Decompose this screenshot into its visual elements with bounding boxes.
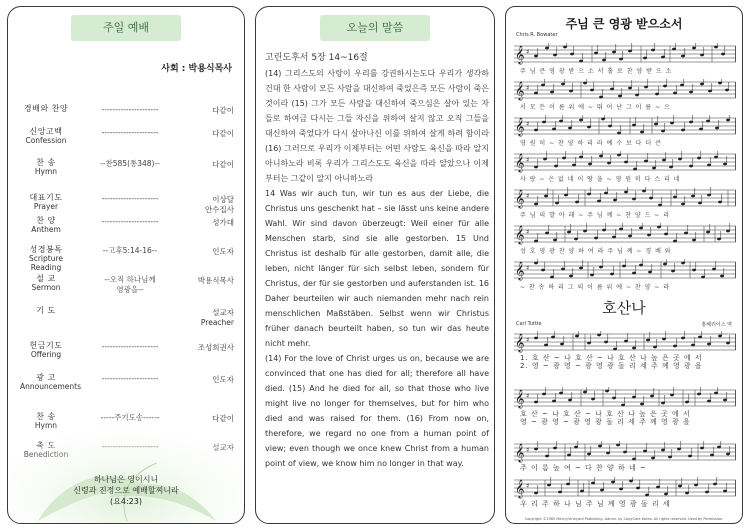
song1-lyric-line: 주 님 큰 영 광 받 으 소 서 홀 로 찬 양 받 으 소 (520, 68, 673, 75)
worship-item-korean: 찬 양 (36, 216, 56, 225)
music-staff (514, 223, 736, 245)
scripture-passage (265, 51, 489, 471)
worship-item-korean: 경배와 찬양 (23, 104, 69, 113)
worship-row (20, 126, 234, 154)
svg-text:♯: ♯ (526, 228, 530, 236)
worship-item-english: Sermon (31, 283, 61, 292)
song2-lyric-line: 2. 영 ~ 광 영 ~ 광 영 광 돌 리 세 주 께 영 광 을 (520, 362, 703, 370)
svg-text:♯: ♯ (526, 84, 530, 92)
scripture-english: (14) For the love of Christ urges us on, because we are convinced that one has died for all; therefore all have died. (15) And he died for all, so that those who live might live no longer for themselves, but for him who died and was raised for them. (16) From now on, therefore, we regard no one from a human point of view; even though we once knew Christ from a human point of view, we know him no longer in that way. (265, 354, 489, 468)
svg-text:𝄞: 𝄞 (515, 81, 525, 100)
svg-text:♯: ♯ (526, 156, 530, 164)
music-staff (514, 331, 736, 353)
worship-row (20, 273, 234, 301)
verse-line-1: 하나님은 영이시니 (93, 475, 159, 484)
svg-text:𝄞: 𝄞 (515, 333, 525, 352)
worship-item-leader: 인도자 (212, 375, 234, 384)
worship-item-leader: 박용식목사 (197, 276, 234, 285)
staff-block (514, 441, 736, 463)
worship-item-detail: --------------------- (101, 128, 159, 137)
song1-lyric-line: 사 랑 ~ 은 없 네 이 땅 을 ~ 영 원 히 다 스 리 네 (520, 176, 681, 183)
song1-lyric-line: 영 원 히 ~ 찬 양 하 리 라 예 수 보 다 더 큰 (520, 140, 662, 147)
song2-translator: 홍혜리이스 역 (701, 322, 732, 328)
worship-item-leader: 다같이 (212, 106, 234, 115)
worship-item-korean: 대표기도 (29, 193, 63, 202)
worship-item-korean: 설 교 (36, 274, 56, 283)
worship-item-detail: --------------------- (101, 105, 159, 114)
worship-item-english: Prayer (33, 202, 59, 211)
worship-item-detail: --오직 하나님께 영광을-- (104, 275, 156, 294)
presider-label: 사회 : 박용식목사 (161, 64, 232, 74)
sheet-music-panel (505, 6, 743, 524)
worship-item-leader: 인도자 (212, 247, 234, 256)
scripture-panel (255, 6, 495, 524)
song1-lyric-line: 서 모 든 이 름 위 에 ~ 뛰 어 난 그 이 름 ~ 으 (520, 104, 671, 111)
worship-item-leader: 설교자 Preacher (200, 308, 234, 327)
verse-reference: (요4:23) (110, 497, 142, 506)
worship-item-english: Announcements (20, 382, 81, 391)
worship-item-detail: --------------------- (101, 342, 159, 351)
copyright-notice: Copyright ©1985 Mercy/Vineyard Publishing. Admin. by CopyCare Korea. All rights reserved. Used by Permission. (524, 517, 724, 521)
music-staff (514, 387, 736, 409)
song1-lyric-line: 주 님 의 발 아 래 ~ 주 님 께 ~ 찬 양 드 ~ 리 (520, 212, 671, 219)
worship-item-detail: --------------------- (101, 374, 159, 383)
song2-lyric-line: 주 이 름 높 여 ~ 다 찬 양 하 네 ~ (520, 464, 647, 472)
music-staff (514, 259, 736, 281)
scripture-title-badge: 오늘의 말씀 (320, 15, 430, 41)
worship-item-detail: --------------------- (101, 194, 159, 203)
svg-text:𝄞: 𝄞 (515, 189, 525, 208)
song1-composer: Chris R. Bowater (516, 32, 558, 38)
verse-line-2: 신령과 진정으로 예배할찌니라 (73, 486, 179, 495)
worship-item-korean: 신앙고백 (29, 127, 63, 136)
worship-item-leader: 성가대 (212, 218, 234, 227)
worship-item-english: Scripture Reading (28, 254, 64, 272)
scripture-german: 14 Was wir auch tun, wir tun es aus der Liebe, die Christus uns geschenkt hat – sie lässt uns keine andere Wahl. Wir sind davon überzeugt: Weil einer für alle Menschen starb, sind sie alle gestorben. 15 Und Christus ist deshalb für alle gestorben, damit alle, die leben, nicht länger für sich selbst leben, sondern für Christus, der für sie gestorben und auferstanden ist. 16 Daher beurteilen wir auch niemanden mehr nach rein menschlichen Maßstäben. Selbst wenn wir Christus früher danach beurteilt haben, so tun wir das heute nicht mehr. (265, 189, 489, 348)
worship-item-korean: 찬 송 (36, 158, 56, 167)
music-staff (514, 79, 736, 101)
worship-item-korean: 광 고 (36, 373, 56, 382)
song1-lyric-line: 성 호 영 광 찬 양 하 여 라 주 님 께 ~ 경 배 와 (520, 248, 672, 255)
worship-item-leader: 조성희권사 (197, 343, 234, 352)
worship-item-detail: --고후5:14-16-- (102, 246, 158, 255)
svg-text:♯: ♯ (526, 482, 530, 490)
song1-title: 주님 큰 영광 받으소서 (565, 17, 683, 31)
worship-item-detail: --------------------- (101, 217, 159, 226)
staff-block (514, 259, 736, 281)
song2-composer: Carl Tuttle (516, 321, 542, 327)
svg-text:𝄞: 𝄞 (515, 389, 525, 408)
footer-verse (8, 474, 244, 507)
song2-lyric-line: 우 리 주 하 나 님 주 님 께 영 광 돌 리 세 (520, 500, 671, 508)
worship-item-leader: 다같이 (212, 129, 234, 138)
music-staff (514, 477, 736, 499)
song2-lyric-line: 호 산 ~ 나 호 산 ~ 나 호 산 나 높 은 곳 에 서 (520, 410, 691, 418)
music-staff (514, 441, 736, 463)
svg-text:♯: ♯ (526, 120, 530, 128)
song2-lyric-line: 1. 호 산 ~ 나 호 산 ~ 나 호 산 나 높 은 곳 에 서 (520, 354, 703, 362)
music-staff (514, 187, 736, 209)
staff-block (514, 187, 736, 209)
worship-order-panel (7, 6, 245, 524)
svg-text:𝄞: 𝄞 (515, 45, 525, 64)
staff-block (514, 79, 736, 101)
svg-text:𝄞: 𝄞 (515, 225, 525, 244)
worship-title-badge: 주일 예배 (71, 15, 181, 41)
worship-item-english: Hymn (34, 167, 58, 176)
svg-text:𝄞: 𝄞 (515, 443, 525, 462)
song2-lyric-line: 영 ~ 광 영 ~ 광 영 광 돌 리 세 주 께 영 광 을 (520, 418, 691, 426)
worship-item-leader: 이상달 안수집사 (205, 195, 234, 214)
svg-text:♯: ♯ (526, 264, 530, 272)
worship-row (20, 215, 234, 243)
staff-block (514, 387, 736, 409)
svg-text:♯: ♯ (526, 192, 530, 200)
staff-block (514, 477, 736, 499)
worship-row (20, 372, 234, 400)
scripture-reference: 고린도후서 5장 14~16절 (265, 53, 368, 63)
song2-title: 호산나 (602, 299, 646, 317)
scripture-korean: (14) 그리스도의 사랑이 우리를 강권하시는도다 우리가 생각하건대 한 사람이 모든 사람을 대신하여 죽었은즉 모든 사람이 죽은 것이라 (15) 그가 모든 사람을 대신하여 죽으심은 살아 있는 자들로 하여금 다시는 그들 자신을 위하여 살지 않고 오직 그들을 대신하여 죽었다가 다시 살아나신 이를 위하여 살게 하려 함이라 (16) 그러므로 우리가 이제부터는 어떤 사람도 육신을 따라 알지 아니하노라 비록 우리가 그리스도도 육신을 따라 알았으나 이제부터는 그같이 알지 아니하노라 (265, 69, 489, 183)
staff-block (514, 43, 736, 65)
worship-item-korean: 헌금기도 (29, 341, 63, 350)
staff-block (514, 223, 736, 245)
svg-text:♯: ♯ (526, 446, 530, 454)
worship-row (20, 340, 234, 368)
staff-block (514, 151, 736, 173)
svg-text:♯: ♯ (526, 392, 530, 400)
worship-row (20, 157, 234, 185)
worship-item-detail: --찬585(통348)-- (100, 159, 160, 168)
svg-text:𝄞: 𝄞 (515, 117, 525, 136)
worship-item-leader: 다같이 (212, 160, 234, 169)
worship-row (20, 244, 234, 272)
worship-row (20, 305, 234, 333)
music-staff (514, 115, 736, 137)
worship-item-korean: 성경봉독 (29, 245, 63, 254)
staff-block (514, 331, 736, 353)
svg-text:𝄞: 𝄞 (515, 261, 525, 280)
music-staff (514, 43, 736, 65)
worship-item-korean: 기 도 (36, 306, 56, 315)
song1-lyric-line: ~ 찬 송 하 리 그 의 이 름 위 에 ~ 찬 양 ~ 라 (520, 284, 671, 291)
svg-text:♯: ♯ (526, 48, 530, 56)
worship-item-english: Offering (30, 350, 62, 359)
worship-item-english: Confession (25, 136, 67, 145)
svg-text:𝄞: 𝄞 (515, 153, 525, 172)
worship-item-english: Anthem (31, 225, 61, 234)
staff-block (514, 115, 736, 137)
svg-text:𝄞: 𝄞 (515, 479, 525, 498)
svg-text:♯: ♯ (526, 336, 530, 344)
music-staff (514, 151, 736, 173)
